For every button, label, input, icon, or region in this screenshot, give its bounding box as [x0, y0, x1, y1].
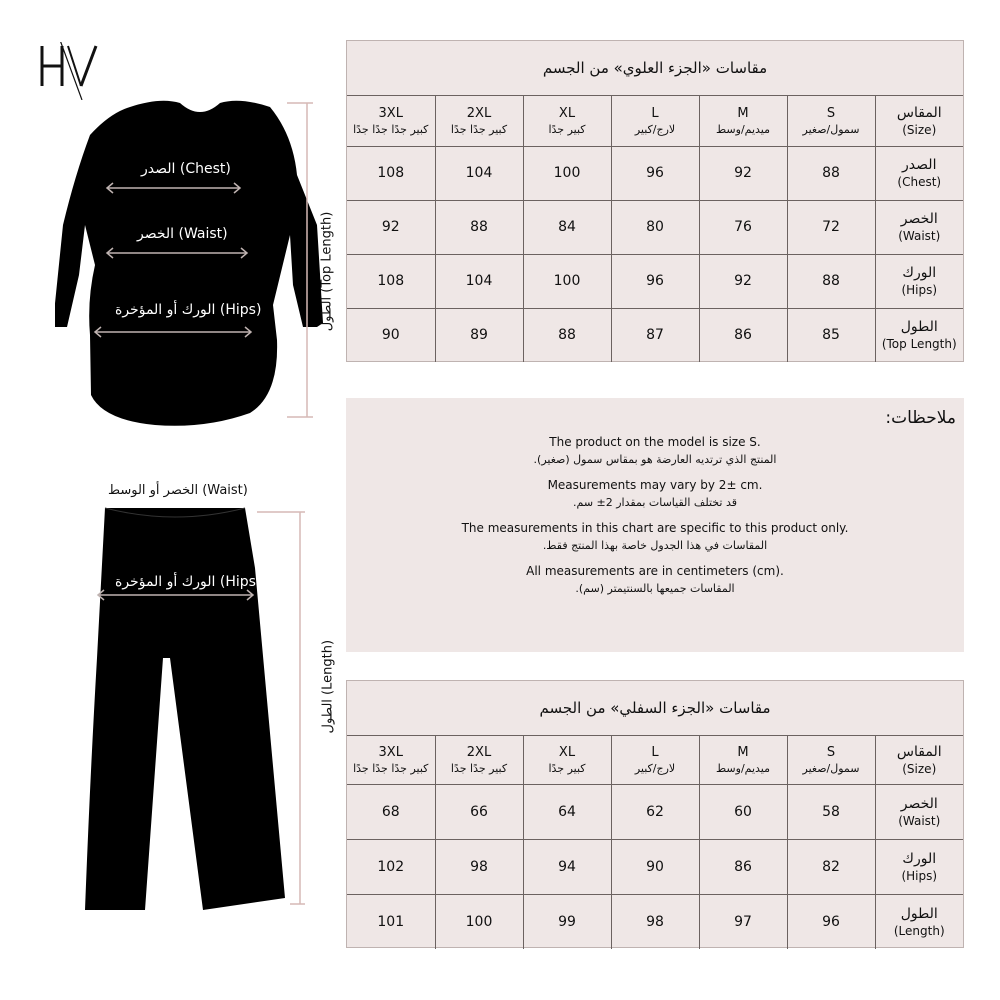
note-arabic: قد تختلف القياسات بمقدار 2± سم. — [573, 496, 737, 509]
table-cell: 58 — [787, 784, 875, 839]
size-code: S — [826, 744, 836, 760]
notes-panel — [346, 398, 964, 652]
pants-length-label: الطول (Length) — [320, 639, 336, 734]
table-cell: 80 — [611, 200, 699, 254]
row-label — [875, 784, 963, 839]
top-table-header-row — [347, 96, 963, 146]
top-header-size-label — [875, 96, 963, 146]
table-cell: 64 — [523, 784, 611, 839]
table-cell: 98 — [435, 839, 523, 894]
shirt-waist-label: الخصر (Waist) — [137, 226, 228, 242]
table-cell: 92 — [699, 254, 787, 308]
bottom-header-size — [787, 736, 875, 784]
table-row — [347, 146, 963, 200]
bottom-header-size — [347, 736, 435, 784]
bottom-table-title: مقاسات «الجزء السفلي» من الجسم — [347, 681, 963, 736]
table-cell: 98 — [611, 894, 699, 949]
table-cell: 72 — [787, 200, 875, 254]
note-item — [346, 563, 964, 597]
table-cell: 62 — [611, 784, 699, 839]
size-code: XL — [558, 105, 576, 121]
row-label-ar: الخصر — [900, 795, 938, 812]
table-cell: 86 — [699, 839, 787, 894]
row-label-en: (Top Length) — [881, 337, 957, 352]
size-code: L — [651, 105, 659, 121]
brand-logo-mark — [38, 42, 100, 100]
note-arabic: المقاسات في هذا الجدول خاصة بهذا المنتج فقط. — [542, 539, 768, 552]
row-label — [875, 839, 963, 894]
table-cell: 102 — [347, 839, 435, 894]
table-row — [347, 839, 963, 894]
table-cell: 82 — [787, 839, 875, 894]
table-cell: 96 — [611, 254, 699, 308]
top-table-title: مقاسات «الجزء العلوي» من الجسم — [347, 41, 963, 96]
bottom-size-table — [346, 680, 964, 948]
top-header-size — [611, 96, 699, 146]
table-cell: 94 — [523, 839, 611, 894]
table-cell: 101 — [347, 894, 435, 949]
row-label-ar: الطول — [900, 905, 938, 922]
pants-waist-label: الخصر أو الوسط (Waist) — [108, 483, 248, 498]
table-cell: 88 — [435, 200, 523, 254]
table-cell: 68 — [347, 784, 435, 839]
top-size-table — [346, 40, 964, 362]
table-cell: 108 — [347, 146, 435, 200]
shirt-length-label: الطول (Top Length) — [319, 211, 335, 332]
table-cell: 90 — [347, 308, 435, 362]
row-label-ar: الطول — [900, 319, 938, 336]
note-english: The measurements in this chart are specific to this product only. — [461, 521, 849, 535]
row-label-en: (Waist) — [898, 229, 941, 243]
notes-title: ملاحظات: — [885, 408, 956, 428]
table-row — [347, 784, 963, 839]
table-cell: 96 — [611, 146, 699, 200]
bottom-table-header-row — [347, 736, 963, 784]
table-cell: 100 — [523, 254, 611, 308]
table-cell: 86 — [699, 308, 787, 362]
top-header-size — [435, 96, 523, 146]
row-label-en: (Chest) — [897, 175, 942, 189]
table-cell: 88 — [787, 254, 875, 308]
size-code: M — [737, 105, 749, 121]
row-label-ar: الورك — [902, 265, 937, 281]
size-arabic: كبير جدًا جدًا جدًا — [353, 122, 429, 136]
table-cell: 76 — [699, 200, 787, 254]
top-table-grid — [347, 96, 963, 362]
table-row — [347, 254, 963, 308]
bottom-table-grid — [347, 736, 963, 949]
top-header-size — [699, 96, 787, 146]
row-label — [875, 308, 963, 362]
table-cell: 88 — [787, 146, 875, 200]
shirt-hips-label: الورك أو المؤخرة (Hips) — [115, 302, 262, 318]
size-code: 2XL — [466, 744, 492, 760]
note-item — [346, 477, 964, 511]
size-code: 2XL — [466, 105, 492, 121]
table-cell: 92 — [699, 146, 787, 200]
table-row — [347, 894, 963, 949]
bottom-header-size-ar: المقاس — [896, 743, 942, 760]
table-cell: 108 — [347, 254, 435, 308]
row-label-en: (Waist) — [898, 813, 941, 828]
row-label-en: (Hips) — [901, 868, 938, 883]
table-cell: 104 — [435, 146, 523, 200]
size-arabic: كبير جدًا جدًا — [450, 122, 508, 136]
note-english: Measurements may vary by 2± cm. — [547, 478, 763, 492]
top-header-size — [523, 96, 611, 146]
top-header-size-ar: المقاس — [896, 104, 942, 121]
size-arabic: كبير جدًا — [548, 761, 586, 775]
bottom-header-size — [699, 736, 787, 784]
note-arabic: المنتج الذي ترتديه العارضة هو بمقاس سمول (صغير). — [533, 453, 777, 466]
table-cell: 99 — [523, 894, 611, 949]
size-arabic: كبير جدًا جدًا — [450, 761, 508, 775]
row-label — [875, 200, 963, 254]
size-arabic: سمول/صغير — [802, 122, 860, 136]
table-cell: 66 — [435, 784, 523, 839]
bottom-header-size-en: (Size) — [902, 761, 937, 776]
size-code: L — [651, 744, 659, 760]
size-arabic: لارج/كبير — [634, 761, 676, 775]
row-label — [875, 894, 963, 949]
note-english: All measurements are in centimeters (cm). — [526, 564, 784, 578]
table-row — [347, 308, 963, 362]
row-label — [875, 254, 963, 308]
row-label-ar: الخصر — [900, 211, 938, 227]
pants-hips-label: الورك أو المؤخرة (Hips) — [115, 574, 262, 590]
table-cell: 96 — [787, 894, 875, 949]
top-garment-illustration — [55, 95, 355, 430]
size-code: XL — [558, 744, 576, 760]
shirt-silhouette — [55, 95, 355, 430]
size-arabic: ميديم/وسط — [715, 122, 771, 136]
row-label — [875, 146, 963, 200]
note-item — [346, 520, 964, 554]
brand-logo — [38, 42, 100, 100]
size-code: 3XL — [378, 105, 403, 121]
table-cell: 100 — [523, 146, 611, 200]
bottom-header-size — [611, 736, 699, 784]
notes-list — [346, 434, 964, 606]
table-cell: 100 — [435, 894, 523, 949]
table-cell: 60 — [699, 784, 787, 839]
bottom-header-size-label — [875, 736, 963, 784]
table-cell: 88 — [523, 308, 611, 362]
row-label-ar: الصدر — [902, 157, 937, 173]
row-label-en: (Length) — [893, 923, 945, 938]
table-row — [347, 200, 963, 254]
size-arabic: ميديم/وسط — [715, 761, 771, 775]
table-cell: 87 — [611, 308, 699, 362]
table-cell: 92 — [347, 200, 435, 254]
top-header-size-en: (Size) — [902, 122, 937, 137]
bottom-header-size — [435, 736, 523, 784]
table-cell: 104 — [435, 254, 523, 308]
size-code: S — [826, 105, 836, 121]
bottom-header-size — [523, 736, 611, 784]
size-arabic: كبير جدًا — [548, 122, 586, 136]
note-item — [346, 434, 964, 468]
size-arabic: لارج/كبير — [634, 122, 676, 136]
top-header-size — [787, 96, 875, 146]
row-label-ar: الورك — [902, 850, 937, 867]
note-arabic: المقاسات جميعها بالسنتيمتر (سم). — [575, 582, 735, 595]
size-code: M — [737, 744, 749, 760]
table-cell: 97 — [699, 894, 787, 949]
table-cell: 90 — [611, 839, 699, 894]
table-cell: 85 — [787, 308, 875, 362]
note-english: The product on the model is size S. — [549, 435, 761, 449]
size-arabic: كبير جدًا جدًا جدًا — [353, 761, 429, 775]
row-label-en: (Hips) — [901, 283, 938, 297]
top-header-size — [347, 96, 435, 146]
size-code: 3XL — [378, 744, 403, 760]
table-cell: 89 — [435, 308, 523, 362]
size-arabic: سمول/صغير — [802, 761, 860, 775]
table-cell: 84 — [523, 200, 611, 254]
shirt-chest-label: الصدر (Chest) — [141, 161, 231, 177]
